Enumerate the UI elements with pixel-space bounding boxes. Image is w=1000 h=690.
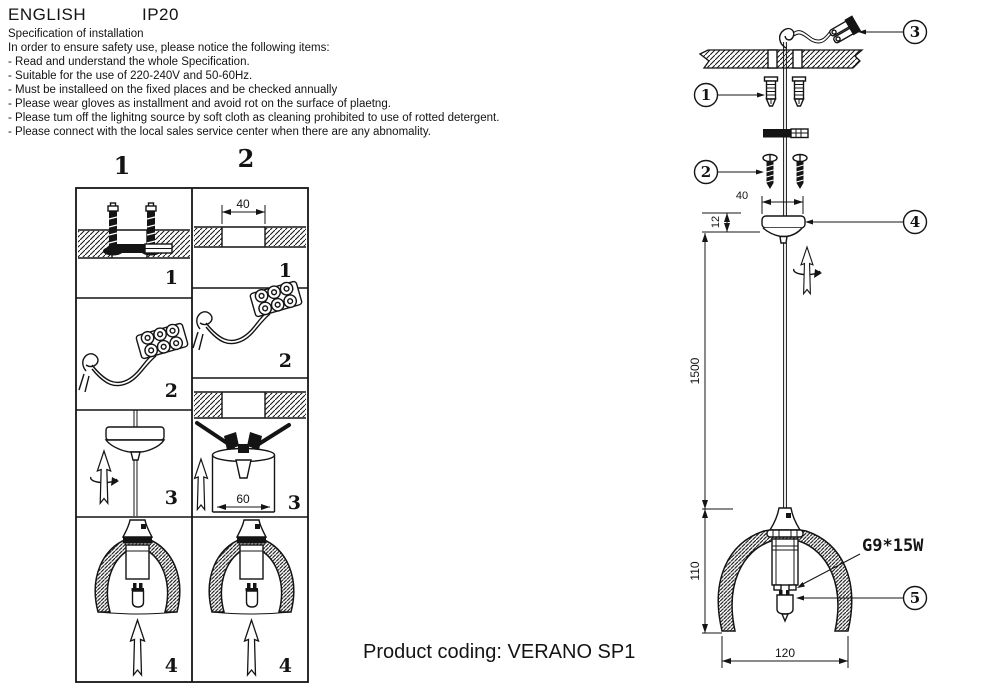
wall-anchors	[765, 77, 806, 106]
callout-label: 1	[700, 86, 712, 104]
callout-label: 2	[700, 163, 712, 181]
callout-4	[805, 211, 927, 234]
spec-item: - Please connect with the local sales service center when there are any abnomality.	[8, 126, 431, 138]
step-number: 1	[164, 267, 178, 289]
product-coding: Product coding: VERANO SP1	[363, 641, 636, 663]
step-number: 3	[287, 492, 301, 514]
dim-60: 60	[236, 492, 250, 506]
dim-label: 12	[710, 215, 722, 229]
dim-label: 40	[735, 190, 749, 202]
spec-item: - Please tum off the lighitng source by soft cloth as cleaning prohibited to use of rotted detergent.	[8, 112, 500, 124]
callout-5	[796, 587, 927, 610]
spec-item: - Must be installeed on the fixed places and be checked annually	[8, 84, 338, 96]
installation-spec	[8, 27, 499, 139]
callout-3	[858, 21, 927, 44]
mains-wire-connector	[780, 15, 861, 48]
grid-column-header-2: 2	[237, 144, 255, 173]
twist-arrow	[97, 451, 110, 503]
dim-40: 40	[236, 197, 250, 211]
dim-shade-diameter	[722, 636, 848, 668]
step-number: 1	[278, 260, 292, 282]
callout-1	[695, 84, 766, 107]
terminal-block	[193, 280, 302, 350]
step-number: 3	[164, 487, 178, 509]
grid-column-header-1: 1	[113, 151, 131, 180]
spec-item: - Please wear gloves as installment and avoid rot on the surface of plaetng.	[8, 98, 391, 110]
callout-label: 4	[909, 213, 921, 231]
dim-label: 1500	[688, 357, 702, 385]
spec-item: - Suitable for the use of 220-240V and 50-60Hz.	[8, 70, 253, 82]
page-header	[8, 5, 179, 25]
push-up-arrow	[195, 459, 208, 510]
step-number: 2	[164, 380, 178, 402]
step-number: 4	[164, 655, 178, 677]
technical-drawing	[660, 0, 1000, 690]
dim-label: 110	[688, 561, 702, 581]
suspension-cable	[784, 42, 787, 511]
ip-rating: IP20	[142, 5, 179, 24]
spec-title: Specification of installation	[8, 28, 144, 40]
dim-canopy-height	[702, 213, 760, 232]
step-number: 2	[278, 350, 292, 372]
spec-item: - Read and understand the whole Specification.	[8, 56, 250, 68]
callout-2	[695, 161, 765, 184]
dim-canopy-screw-spacing	[736, 190, 803, 214]
canopy	[762, 216, 805, 243]
dim-suspension-length	[688, 233, 733, 509]
callout-label: 5	[909, 589, 921, 607]
lamp-shade-diagram	[95, 520, 179, 675]
dim-label: 120	[774, 646, 796, 660]
language-label: ENGLISH	[8, 5, 87, 24]
step-number: 4	[278, 655, 292, 677]
step-c1-canopy-twist	[91, 410, 164, 516]
mounting-bar	[763, 129, 808, 138]
fixing-screws	[763, 155, 807, 190]
callout-label: 3	[909, 23, 921, 41]
step-c1-fix-screws	[78, 203, 190, 258]
ceiling-slab	[700, 50, 862, 68]
dim-shade-height	[688, 509, 722, 633]
socket-and-bulb	[772, 539, 798, 621]
installation-steps-diagram	[60, 138, 320, 690]
spec-intro: In order to ensure safety use, please notice the following items:	[8, 42, 330, 54]
step-c2-ceiling-holes	[194, 197, 306, 247]
lamp-shade-diagram	[209, 520, 293, 675]
twist-arrow	[794, 247, 822, 294]
bulb-label: G9*15W	[862, 536, 924, 556]
